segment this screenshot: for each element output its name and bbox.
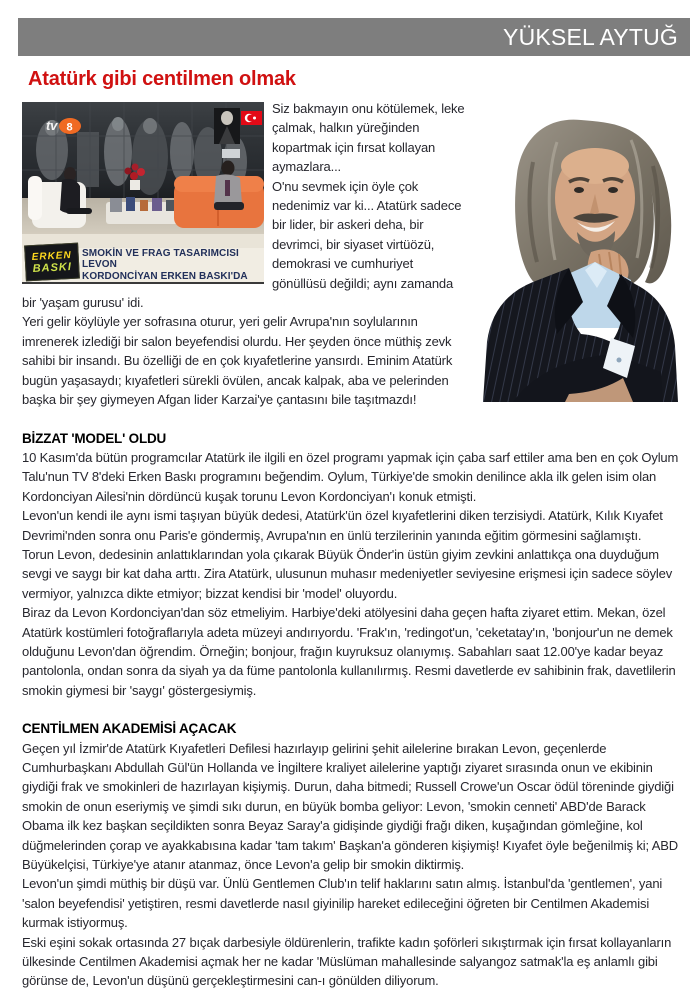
article-paragraph: 10 Kasım'da bütün programcılar Atatürk ile ilgili en özel programı yapmak için çaba sarf ettiler ama ben en çok Oylum Talu'nun TV 8'deki Erken Baskı programını beğendim. Oylum, Türkiye'de smokin denilince akla ilk gelen isim olan Kordonciyan Ailesi'nin dördüncü kuşak torunu Levon Kordonciyan'ı konuk etmişti. xyxy=(22,449,679,504)
article-paragraph: Eski eşini sokak ortasında 27 bıçak darbesiyle öldürenlerin, trafikte kadın şoförleri sıkıştırmak için fırsat kollayanların ülkesinde Centilmen Akademisi açmak her ne kadar 'Müslüman mahallesinde salyangoz satmak'la eş anlamlı gibi görünse de, Levon'un düşünü gerçekleştirmesini can-ı gönülden diliyorum. xyxy=(22,934,672,989)
wall-panel xyxy=(222,149,240,158)
svg-text:8: 8 xyxy=(66,121,73,134)
columnist-portrait-photo xyxy=(473,102,688,402)
article-paragraph: Geçen yıl İzmir'de Atatürk Kıyafetleri Defilesi hazırlayıp gelirini şehit ailelerine bırakan Levon, geçenlerde Cumhurbaşkanı Abdullah Gül'ün Hollanda ve İngiltere kraliyet ailelerine yaptığı ziyaret sırasında onun ve ekibinin giydiği frak ve smokinleri de hazırlayan kişiymiş. Durun, daha bitmedi; Russell Crowe'un Oscar ödül töreninde giydiği smokin de onun eseriymiş ve şimdi sıkı durun, en büyük bomba geliyor: Levon, 'smokin cenneti' ABD'de Barack Obama ilk kez başkan seçildikten sonra Beyaz Saray'a gidişinde giydiği frağı diken, kuşağından gömleğine, kol düğmelerinden çorap ve ayakkabısına kadar 'tam takım' Başkan'a gönderen kişiymiş! Kıyafet öyle beğenilmiş ki; ABD Büyükelçisi, Türkiye'ye atanır atanmaz, önce Levon'a gelip bir smokin diktirmiş. xyxy=(22,740,678,873)
section-heading-centilmen-akademisi: CENTİLMEN AKADEMİSİ AÇACAK xyxy=(22,721,237,737)
section-heading-bizzat-model-oldu: BİZZAT 'MODEL' OLDU xyxy=(22,430,167,446)
tv8-channel-logo xyxy=(46,118,81,134)
ataturk-portrait-on-wall xyxy=(214,108,240,144)
article-paragraph: Biraz da Levon Kordonciyan'dan söz etmeliyim. Harbiye'deki atölyesini daha geçen hafta ziyaret ettim. Mekan, özel Atatürk kostümleri fotoğraflarıyla adeta müzeyi andırıyordu. 'Frak'ın, 'redingot'un, 'ceketatay'ın, 'bonjour'un ne demek olduğunu Levon'dan öğrendim. Örneğin; bonjour, frağın kuyruksuz olanıymış. Sabahları saat 12.00'ye kadar beyaz pantolonla, ondan sonra da siyah ya da füme pantolonla kullanılırmış. Resmi davetlerde ev sahibinin frak, davetlilerin smokin giymesi bir 'saygı' göstergesiymiş. xyxy=(22,605,676,698)
turkish-flag xyxy=(241,111,262,125)
tv-caption-line-1: SMOKİN VE FRAG TASARIMCISI LEVON xyxy=(82,247,239,271)
article-title: Atatürk gibi centilmen olmak xyxy=(28,68,296,90)
tv-caption-band xyxy=(22,248,264,282)
author-header-bar xyxy=(18,18,690,56)
tv-show-screenshot xyxy=(22,102,264,284)
tv-caption-line-2: KORDONCİYAN ERKEN BASKI'DA xyxy=(82,270,248,282)
article-paragraph: Levon'un kendi ile aynı ismi taşıyan büyük dedesi, Atatürk'ün özel kıyafetlerini diken terzisiydi. Atatürk, Kılık Kıyafet Devrimi'nden sonra onu Paris'e göndermiş, Avrupa'nın en ünlü terzilerinin yanında eğitim görmesini sağlamıştı. xyxy=(22,508,663,543)
erken-baski-show-logo: ERKEN BASKI xyxy=(24,243,80,282)
article-paragraph: Yeri gelir köylüyle yer sofrasına oturur, yeri gelir Avrupa'nın soylularının imrenerek izlediği bir salon beyefendisi olurdu. Her şeyden önce müthiş zevk sahibi bir insandı. Bu özelliği de en çok kıyafetlerine yansırdı. Eminim Atatürk bugün yaşasaydı; kıyafetleri sürekli övülen, ancak kalpak, aba ve pelerinden başka bir şey giymeyen Afgan lider Karzai'ye çantasını bile taşıtmazdı! xyxy=(22,314,453,408)
article-paragraph: O'nu sevmek için öyle çok nedenimiz var ki... Atatürk sadece bir lider, bir askeri deha, bir devrimci, bir siyaset virtüözü, demokrasi ve cumhuriyet gönüllüsü değildi; aynı zamanda bir 'yaşam gurusu' idi. xyxy=(22,178,462,311)
author-name: YÜKSEL AYTUĞ xyxy=(503,23,678,50)
article-paragraph: Levon'un şimdi müthiş bir düşü var. Ünlü Gentlemen Club'ın telif haklarını satın almış. İstanbul'da 'gentlemen', yani 'salon beyefendisi' yetiştiren, resmi davetlerde nasıl giyinilip hareket edileceğini öğreten bir Centilmen Akademisi kurmak istiyormuş. xyxy=(22,876,663,931)
tv-studio-photo xyxy=(22,102,264,248)
article-paragraph: Torun Levon, dedesinin anlattıklarından yola çıkarak Büyük Önder'in üstün giyim zevkini anlattıkça ona duyduğum sevgi ve saygı bir kat daha arttı. Zira Atatürk, ulusunun muhasır medeniyetler seviyesine erişmesi için sadece söylev vermiyor, yalnızca dikte etmiyor; bizzat kendisi bir 'model' oluyordu. xyxy=(22,546,673,601)
article-body xyxy=(22,99,688,991)
svg-text:tv: tv xyxy=(46,118,58,133)
article-paragraph: Siz bakmayın onu kötülemek, leke çalmak, halkın yüreğinden kopartmak için fırsat kollayan aymazlara... xyxy=(272,101,465,175)
